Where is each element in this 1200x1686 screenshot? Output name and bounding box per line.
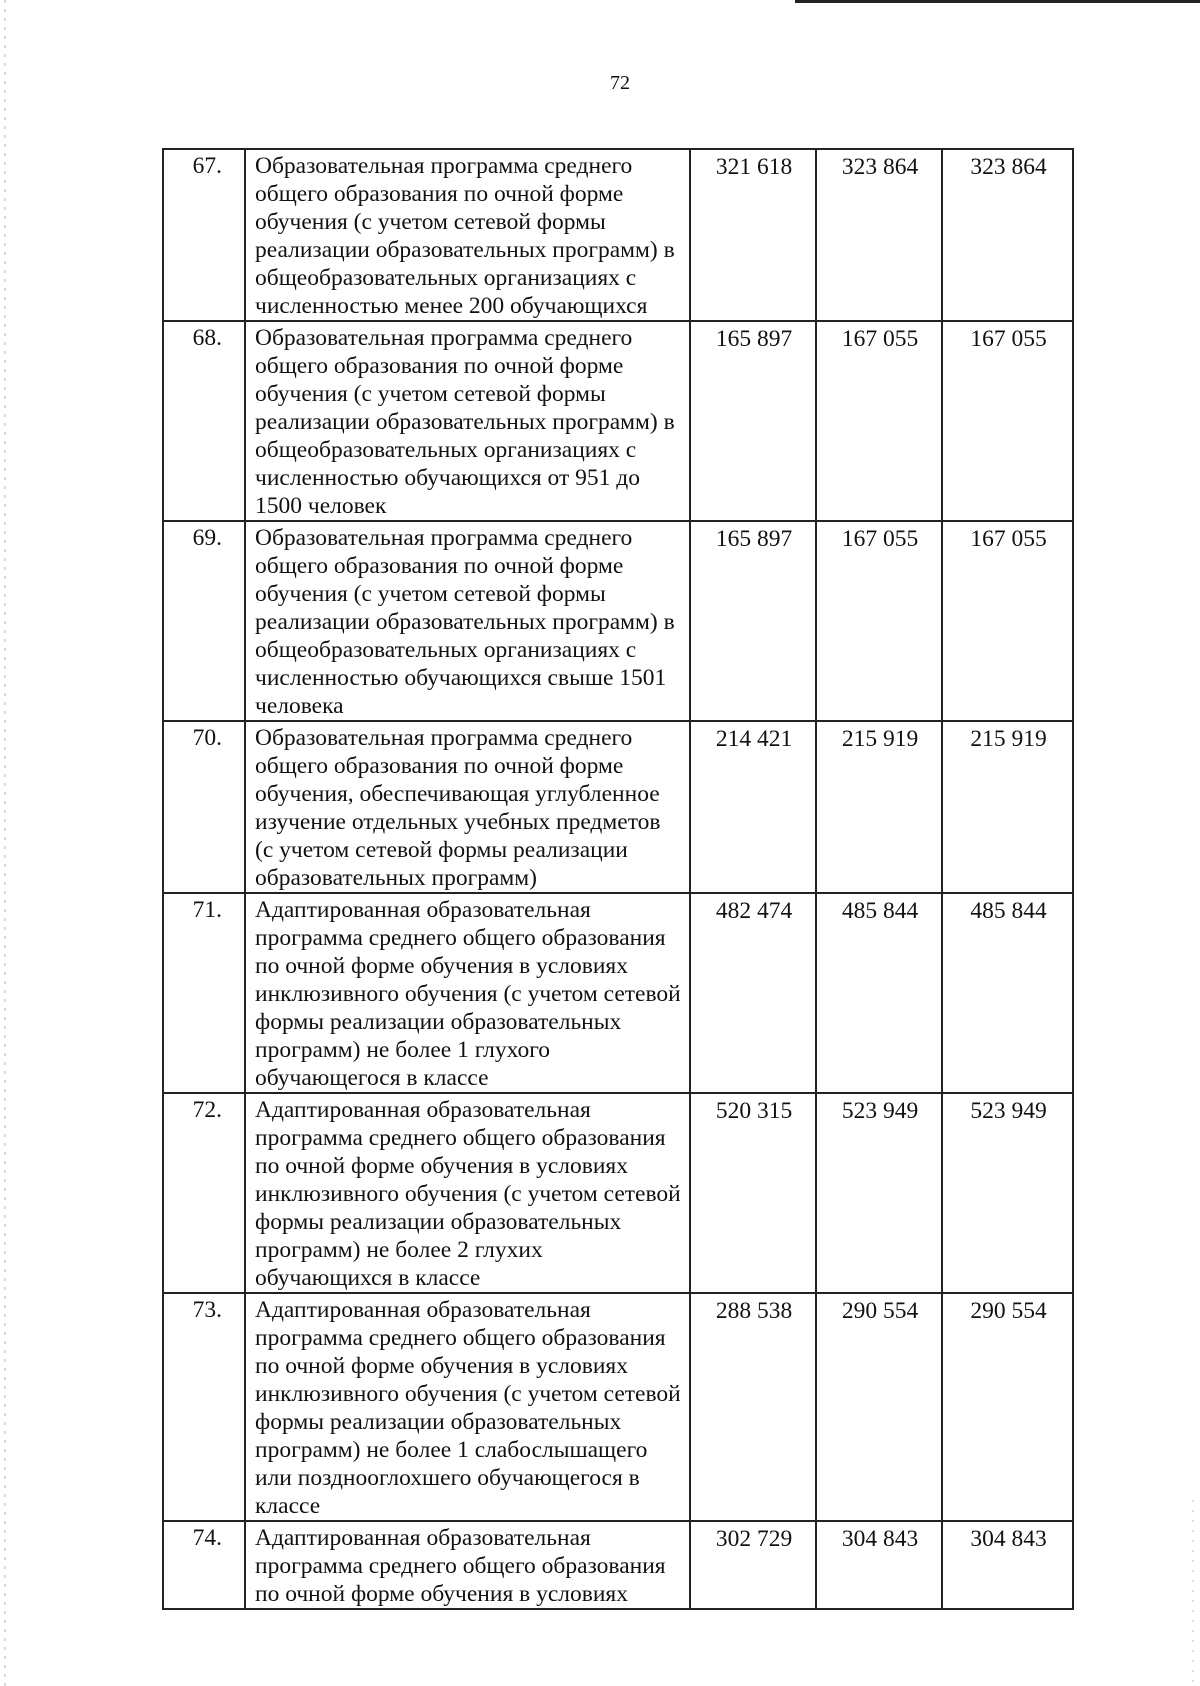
table-row — [163, 721, 1073, 893]
row-description: Адаптированная образовательная программа среднего общего образования по очной форме обучения в условиях — [245, 1521, 690, 1609]
row-value-2: 290 554 — [816, 1293, 942, 1521]
row-description: Адаптированная образовательная программа среднего общего образования по очной форме обучения в условиях инклюзивного обучения (с учетом сетевой формы реализации образовательных программ) не более 1 слабослышащего или позднооглохшего обучающегося в классе — [245, 1293, 690, 1521]
row-value-3: 167 055 — [942, 521, 1073, 721]
row-number: 71. — [163, 893, 245, 1093]
table-row — [163, 1293, 1073, 1521]
normatives-table — [162, 148, 1074, 1610]
row-description: Адаптированная образовательная программа среднего общего образования по очной форме обучения в условиях инклюзивного обучения (с учетом сетевой формы реализации образовательных программ) не более 1 глухого обучающегося в классе — [245, 893, 690, 1093]
table-row — [163, 893, 1073, 1093]
row-value-3: 523 949 — [942, 1093, 1073, 1293]
row-number: 69. — [163, 521, 245, 721]
row-value-3: 167 055 — [942, 321, 1073, 521]
row-number: 67. — [163, 149, 245, 321]
row-value-2: 304 843 — [816, 1521, 942, 1609]
row-value-1: 302 729 — [690, 1521, 816, 1609]
row-value-2: 215 919 — [816, 721, 942, 893]
table-row — [163, 521, 1073, 721]
row-value-3: 304 843 — [942, 1521, 1073, 1609]
row-number: 68. — [163, 321, 245, 521]
table-row — [163, 1093, 1073, 1293]
row-value-2: 167 055 — [816, 521, 942, 721]
row-value-3: 290 554 — [942, 1293, 1073, 1521]
row-value-3: 323 864 — [942, 149, 1073, 321]
scan-edge-artifact-right — [1192, 1500, 1194, 1686]
row-value-3: 485 844 — [942, 893, 1073, 1093]
row-description: Образовательная программа среднего общего образования по очной форме обучения, обеспечивающая углубленное изучение отдельных учебных предметов (с учетом сетевой формы реализации образовательных программ) — [245, 721, 690, 893]
row-value-1: 321 618 — [690, 149, 816, 321]
row-description: Образовательная программа среднего общего образования по очной форме обучения (с учетом сетевой формы реализации образовательных программ) в общеобразовательных организациях с численностью менее 200 обучающихся — [245, 149, 690, 321]
row-number: 74. — [163, 1521, 245, 1609]
row-value-2: 167 055 — [816, 321, 942, 521]
row-value-1: 214 421 — [690, 721, 816, 893]
row-number: 73. — [163, 1293, 245, 1521]
row-value-1: 520 315 — [690, 1093, 816, 1293]
row-number: 72. — [163, 1093, 245, 1293]
scan-top-line — [795, 0, 1200, 3]
row-description: Адаптированная образовательная программа среднего общего образования по очной форме обучения в условиях инклюзивного обучения (с учетом сетевой формы реализации образовательных программ) не более 2 глухих обучающихся в классе — [245, 1093, 690, 1293]
row-value-3: 215 919 — [942, 721, 1073, 893]
table-row — [163, 321, 1073, 521]
page-number: 72 — [610, 72, 630, 94]
row-value-2: 523 949 — [816, 1093, 942, 1293]
row-description: Образовательная программа среднего общего образования по очной форме обучения (с учетом сетевой формы реализации образовательных программ) в общеобразовательных организациях с численностью обучающихся от 951 до 1500 человек — [245, 321, 690, 521]
row-value-1: 165 897 — [690, 521, 816, 721]
row-value-1: 482 474 — [690, 893, 816, 1093]
row-description: Образовательная программа среднего общего образования по очной форме обучения (с учетом сетевой формы реализации образовательных программ) в общеобразовательных организациях с численностью обучающихся свыше 1501 человека — [245, 521, 690, 721]
row-value-1: 288 538 — [690, 1293, 816, 1521]
table-row — [163, 149, 1073, 321]
row-value-2: 323 864 — [816, 149, 942, 321]
row-number: 70. — [163, 721, 245, 893]
scan-edge-artifact — [4, 0, 6, 1686]
row-value-1: 165 897 — [690, 321, 816, 521]
table-row — [163, 1521, 1073, 1609]
row-value-2: 485 844 — [816, 893, 942, 1093]
